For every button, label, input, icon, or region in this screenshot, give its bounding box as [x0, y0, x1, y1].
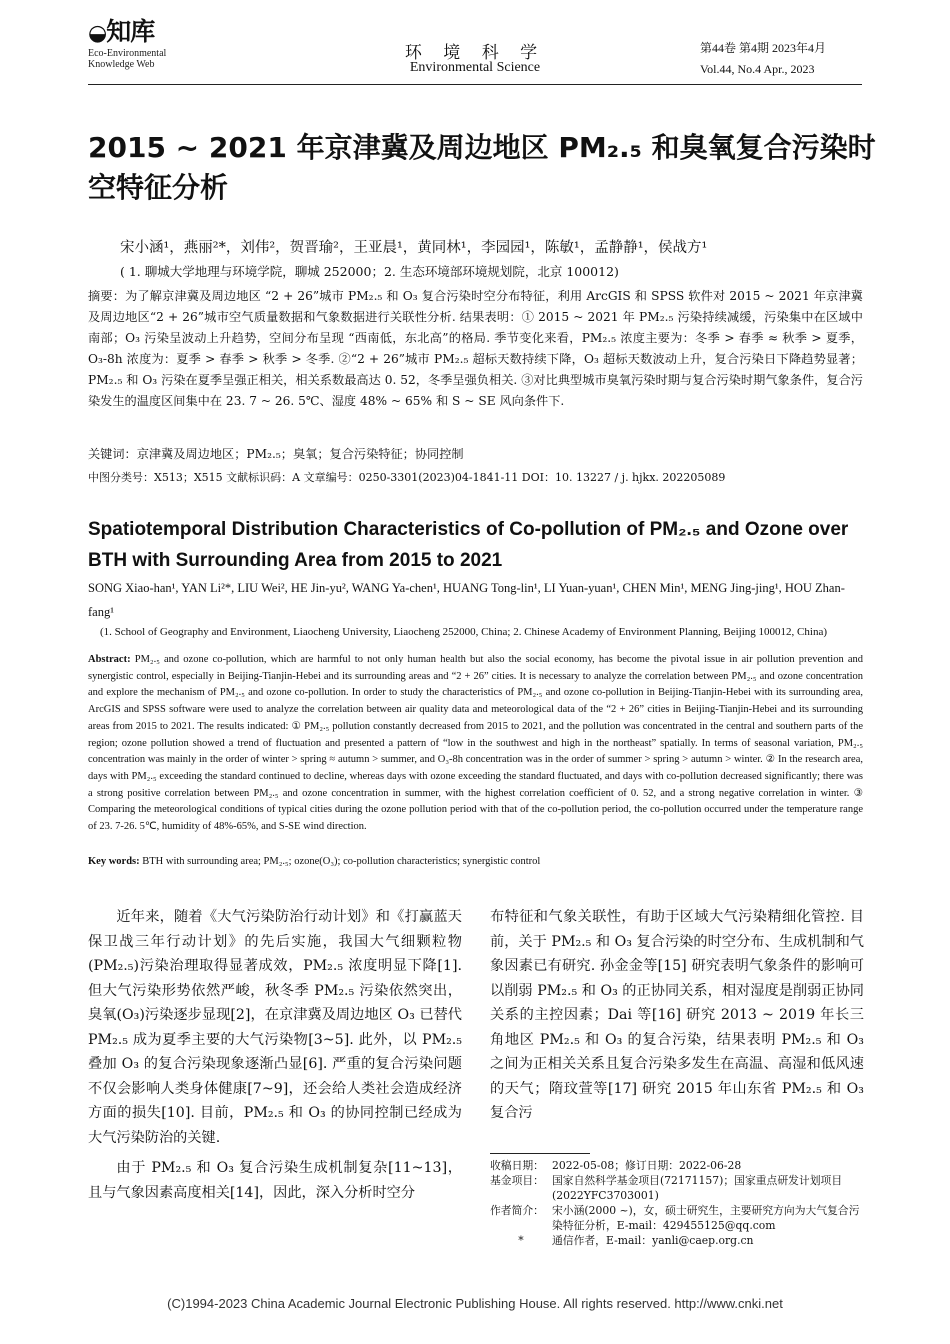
keywords-cn-label: 关键词： [88, 447, 137, 461]
abstract-cn [88, 286, 863, 412]
paper-title-en: Spatiotemporal Distribution Characteristics of Co-pollution of PM₂.₅ and Ozone over BTH with Surrounding Area from 2015 to 2021 [88, 519, 849, 571]
body-paragraph: 布特征和气象关联性，有助于区域大气污染精细化管控. 目前，关于 PM₂.₅ 和 O₃ 复合污染的时空分布、生成机制和气象因素已有研究. 孙金金等[15] 研究表明气象条件的影响可以削弱 PM₂.₅ 和 O₃ 的正协同关系，相对湿度是削弱正协同关系的主控因素；Dai 等[16] 研究 2013 ~ 2019 年长三角地区 PM₂.₅ 和 O₃ 的复合污染，结果表明 PM₂.₅ 和 O₃ 之间为正相关关系且复合污染多发生在高温、高湿和低风速的天气；隋玟萱等[17] 研究 2015 年山东省 PM₂.₅ 和 O₃ 复合污 [490, 909, 864, 1121]
authors-en: SONG Xiao-han¹, YAN Li²*, LIU Wei², HE Jin-yu², WANG Ya-chen¹, HUANG Tong-lin¹, LI Yuan-yuan¹, CHEN Min¹, MENG Jing-jing¹, HOU Zhan-fang¹ [88, 581, 845, 619]
classification-info: 中图分类号：X513；X515 文献标识码：A 文章编号：0250-3301(2023)04-1841-11 DOI：10. 13227 / j. hjkx. 202205089 [88, 471, 726, 484]
authors-cn: 宋小涵¹，燕丽²*，刘伟²，贺晋瑜²，王亚晨¹，黄同林¹，李园园¹，陈敏¹，孟静静¹，侯战方¹ [120, 240, 708, 256]
issue-en: Vol.44, No.4 Apr., 2023 [700, 62, 815, 76]
abstract-en [88, 652, 863, 836]
logo-subtitle-1: Eco-Environmental [88, 48, 167, 59]
keywords-cn-text: 京津冀及周边地区；PM₂.₅；臭氧；复合污染特征；协同控制 [136, 447, 464, 461]
body-column-left [88, 905, 462, 1205]
body-paragraph: 近年来，随着《大气污染防治行动计划》和《打赢蓝天保卫战三年行动计划》的先后实施，我国大气细颗粒物(PM₂.₅)污染治理取得显著成效，PM₂.₅ 浓度明显下降[1]. 但大气污染形势依然严峻，秋冬季 PM₂.₅ 污染依然突出，臭氧(O₃)污染逐步显现[2]，在京津冀及周边地区 O₃ 已替代 PM₂.₅ 成为夏季主要的大气污染物[3~5]. 此外，以 PM₂.₅ 叠加 O₃ 的复合污染现象逐渐凸显[6]. 严重的复合污染问题不仅会影响人类身体健康[7~9]，还会给人类社会造成经济方面的损失[10]. 目前，PM₂.₅ 和 O₃ 的协同控制已经成为大气污染防治的关键. [88, 909, 462, 1146]
keywords-en-text: BTH with surrounding area; PM₂.₅; ozone(O₃); co-pollution characteristics; synergistic control [142, 856, 541, 867]
issue-info [700, 38, 870, 80]
footnote-received: 收稿日期： 2022-05-08；修订日期：2022-06-28 [490, 1159, 742, 1172]
keywords-en-label: Key words: [88, 856, 140, 867]
keywords-en [88, 856, 863, 867]
footnote-corresponding: * 通信作者，E-mail：yanli@caep.org.cn [518, 1234, 754, 1247]
keywords-cn [88, 445, 863, 462]
affiliations-cn: ( 1. 聊城大学地理与环境学院，聊城 252000；2. 生态环境部环境规划院，北京 100012) [120, 264, 619, 279]
abstract-cn-label: 摘要： [88, 289, 126, 303]
footnote-author: 作者简介： 宋小涵(2000 ~)，女，硕士研究生，主要研究方向为大气复合污染特征分析，E-mail：429455125@qq.com [490, 1204, 860, 1232]
logo-mark: ◒知库 [88, 17, 155, 46]
footnote-funding: 基金项目： 国家自然科学基金项目(72171157)；国家重点研发计划项目(2022YFC3703001) [490, 1174, 843, 1202]
abstract-en-label: Abstract: [88, 654, 131, 665]
logo-subtitle-2: Knowledge Web [88, 59, 155, 70]
paper-title-cn: 2015 ~ 2021 年京津冀及周边地区 PM₂.₅ 和臭氧复合污染时空特征分析 [88, 131, 876, 204]
footnotes [490, 1158, 870, 1248]
affiliations-en: (1. School of Geography and Environment, Liaocheng University, Liaocheng 252000, China; 2. Chinese Academy of Environment Planning, Beijing 100012, China) [100, 626, 827, 638]
copyright-footer: (C)1994-2023 China Academic Journal Electronic Publishing House. All rights reserved. http://www.cnki.net [167, 1296, 783, 1311]
issue-cn: 第44卷 第4期 2023年4月 [700, 41, 827, 55]
abstract-cn-text: 为了解京津冀及周边地区 “2 + 26”城市 PM₂.₅ 和 O₃ 复合污染时空分布特征，利用 ArcGIS 和 SPSS 软件对 2015 ~ 2021 年京津冀及周边地区“2 + 26”城市空气质量数据和气象数据进行关联性分析. 结果表明：① 2015 ~ 2021 年 PM₂.₅ 污染持续减缓，污染集中在区域中南部；O₃ 污染呈波动上升趋势，空间分布呈现 “西南低，东北高”的格局. 季节变化来看，PM₂.₅ 浓度主要为：冬季 > 春季 ≈ 秋季 > 夏季，O₃-8h 浓度为：夏季 > 春季 > 秋季 > 冬季. ②“2 + 26”城市 PM₂.₅ 超标天数持续下降，O₃ 超标天数波动上升，复合污染日下降趋势显著；PM₂.₅ 和 O₃ 污染在夏季呈强正相关，相关系数最高达 0. 52，冬季呈强负相关. ③对比典型城市臭氧污染时期与复合污染时期气象条件，复合污染发生的温度区间集中在 23. 7 ~ 26. 5℃、湿度 48% ~ 65% 和 S ~ SE 风向条件下. [88, 289, 863, 408]
journal-title-en: Environmental Science [409, 60, 541, 75]
journal-title-cn: 环 境 科 学 [404, 43, 546, 63]
abstract-en-text: PM₂.₅ and ozone co-pollution, which are harmful to not only human health but also the social economy, has become the pivotal issue in air pollution prevention and synergistic control, especially in Beijing-Tianjin-Hebei and its surrounding areas and “2 + 26” cities. It is necessary to analyze the correlation between PM₂.₅ and ozone concentration and explore the mechanism of PM₂.₅ and ozone co-pollution. In order to study the characteristics of PM₂.₅ and ozone co-pollution in Beijing-Tianjin-Hebei with its surrounding area, ArcGIS and SPSS software were used to analyze the correlation between air quality data and meteorological data of the “2 + 26” cities in Beijing-Tianjin-Hebei and its surrounding areas from 2015 to 2021. The results indicated: ① PM₂.₅ pollution constantly decreased from 2015 to 2021, and the pollution was concentrated in the central and southern parts of the region; ozone pollution showed a trend of fluctuation and presented a pattern of “low in the southwest and high in the northeast” spatially. In terms of seasonal variation, PM₂.₅ concentration was mainly in the order of winter > spring ≈ autumn > summer, and O₃-8h concentration was in the order of summer > spring > autumn > winter. ② In the research area, days with PM₂.₅ exceeding the standard continued to decline, whereas days with ozone exceeding the standard fluctuated, and days with co-pollution decreased significantly; there was a strong positive correlation between PM₂.₅ and ozone concentration in summer, with the highest correlation coefficient of 0. 52, and a strong negative correlation in winter. ③ Comparing the meteorological conditions of typical cities during the ozone pollution period with that of the co-pollution period, the co-pollution occurred under the temperature range of 23. 7-26. 5℃, humidity of 48%-65%, and S-SE wind direction. [88, 654, 863, 833]
header-rule [88, 84, 862, 85]
body-column-right [490, 905, 864, 1126]
body-paragraph: 由于 PM₂.₅ 和 O₃ 复合污染生成机制复杂[11~13]，且与气象因素高度相关[14]，因此，深入分析时空分 [88, 1160, 462, 1201]
footnote-rule [490, 1153, 590, 1154]
